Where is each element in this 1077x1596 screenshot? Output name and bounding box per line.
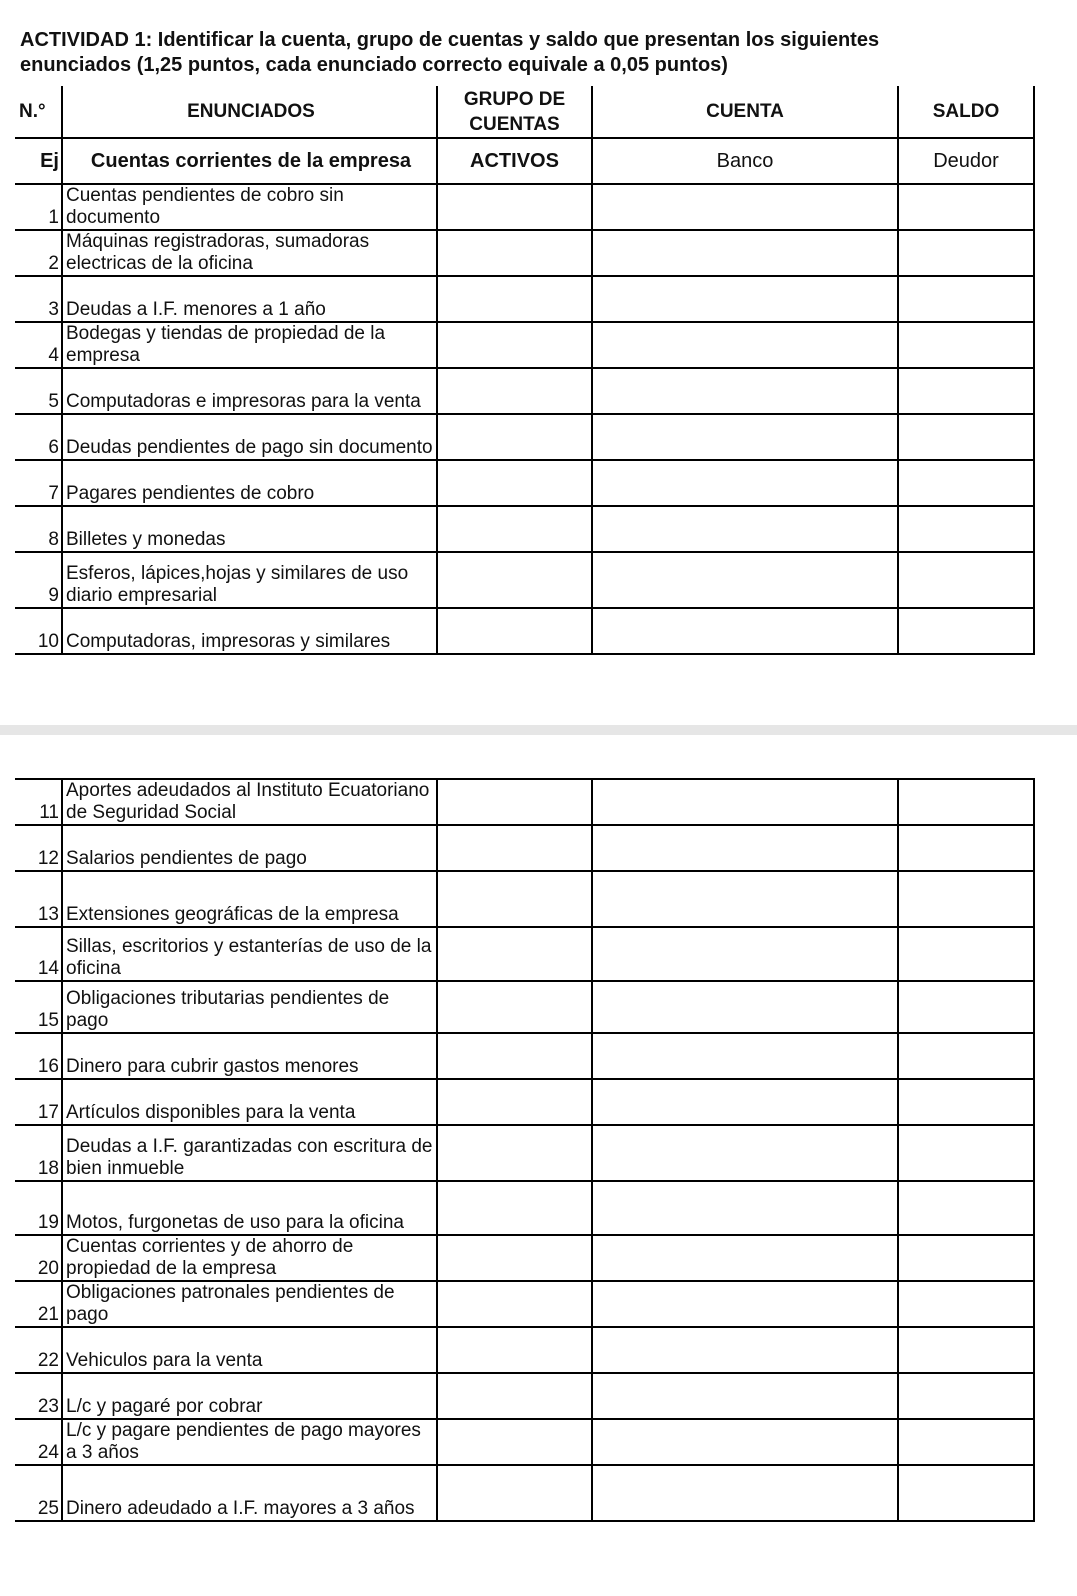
cuenta-answer-cell[interactable] <box>592 506 898 552</box>
table-row <box>15 1033 1034 1079</box>
cuenta-answer-cell[interactable] <box>592 1235 898 1281</box>
row-number: 14 <box>15 927 62 981</box>
cuenta-answer-cell[interactable] <box>592 184 898 230</box>
table-row <box>15 608 1034 654</box>
saldo-answer-cell[interactable] <box>898 1373 1034 1419</box>
table-row <box>15 414 1034 460</box>
saldo-answer-cell[interactable] <box>898 460 1034 506</box>
row-enunciado <box>62 1079 437 1125</box>
row-number: 2 <box>15 230 62 276</box>
cuenta-answer-cell[interactable] <box>592 322 898 368</box>
saldo-answer-cell[interactable] <box>898 1419 1034 1465</box>
row-number: 11 <box>15 779 62 825</box>
grupo-answer-cell[interactable] <box>437 1235 592 1281</box>
saldo-answer-cell[interactable] <box>898 184 1034 230</box>
row-number: 23 <box>15 1373 62 1419</box>
grupo-answer-cell[interactable] <box>437 1181 592 1235</box>
table-row <box>15 981 1034 1033</box>
grupo-answer-cell[interactable] <box>437 460 592 506</box>
table-row <box>15 322 1034 368</box>
table-row <box>15 230 1034 276</box>
table-row <box>15 1465 1034 1521</box>
row-enunciado <box>62 322 437 368</box>
cuenta-answer-cell[interactable] <box>592 927 898 981</box>
saldo-answer-cell[interactable] <box>898 1125 1034 1181</box>
row-enunciado-text: Motos, furgonetas de uso para la oficina <box>66 1212 404 1233</box>
grupo-answer-cell[interactable] <box>437 1281 592 1327</box>
cuenta-answer-cell[interactable] <box>592 1281 898 1327</box>
grupo-answer-cell[interactable] <box>437 1125 592 1181</box>
row-enunciado-text: L/c y pagaré por cobrar <box>66 1396 263 1417</box>
table-row <box>15 927 1034 981</box>
row-enunciado <box>62 1327 437 1373</box>
row-enunciado-text: Esferos, lápices,hojas y similares de uso diario empresarial <box>66 563 409 606</box>
header-enunciados: ENUNCIADOS <box>62 86 437 138</box>
row-enunciado-text: Máquinas registradoras, sumadoras electricas de la oficina <box>66 231 370 274</box>
cuenta-answer-cell[interactable] <box>592 1419 898 1465</box>
table-row <box>15 825 1034 871</box>
row-enunciado <box>62 552 437 608</box>
accounts-table-top <box>15 86 1035 655</box>
cuenta-answer-cell[interactable] <box>592 276 898 322</box>
grupo-answer-cell[interactable] <box>437 927 592 981</box>
example-num: Ej <box>15 138 62 184</box>
grupo-answer-cell[interactable] <box>437 1079 592 1125</box>
table-row <box>15 871 1034 927</box>
example-enunciado: Cuentas corrientes de la empresa <box>62 138 437 184</box>
row-number: 22 <box>15 1327 62 1373</box>
row-enunciado <box>62 981 437 1033</box>
saldo-answer-cell[interactable] <box>898 1281 1034 1327</box>
row-enunciado-text: Deudas a I.F. menores a 1 año <box>66 299 326 320</box>
row-enunciado-text: L/c y pagare pendientes de pago mayores a 3 años <box>66 1420 421 1463</box>
grupo-answer-cell[interactable] <box>437 1033 592 1079</box>
row-number: 24 <box>15 1419 62 1465</box>
saldo-answer-cell[interactable] <box>898 1327 1034 1373</box>
row-enunciado-text: Dinero para cubrir gastos menores <box>66 1056 359 1077</box>
row-enunciado <box>62 871 437 927</box>
header-grupo-line-2: CUENTAS <box>469 113 560 135</box>
row-number: 4 <box>15 322 62 368</box>
row-number: 18 <box>15 1125 62 1181</box>
saldo-answer-cell[interactable] <box>898 779 1034 825</box>
row-enunciado-text: Pagares pendientes de cobro <box>66 483 315 504</box>
row-enunciado-text: Obligaciones tributarias pendientes de pago <box>66 988 390 1031</box>
grupo-answer-cell[interactable] <box>437 368 592 414</box>
row-enunciado <box>62 230 437 276</box>
cuenta-answer-cell[interactable] <box>592 1033 898 1079</box>
cuenta-answer-cell[interactable] <box>592 1125 898 1181</box>
title-line-2: enunciados (1,25 puntos, cada enunciado correcto equivale a 0,05 puntos) <box>20 54 728 76</box>
activity-title <box>20 28 1060 78</box>
cuenta-answer-cell[interactable] <box>592 460 898 506</box>
row-enunciado-text: Artículos disponibles para la venta <box>66 1102 356 1123</box>
grupo-answer-cell[interactable] <box>437 414 592 460</box>
example-row <box>15 138 1034 184</box>
saldo-answer-cell[interactable] <box>898 1465 1034 1521</box>
grupo-answer-cell[interactable] <box>437 1419 592 1465</box>
row-enunciado <box>62 368 437 414</box>
header-row <box>15 86 1034 138</box>
row-enunciado-text: Sillas, escritorios y estanterías de uso de la oficina <box>66 936 432 979</box>
saldo-answer-cell[interactable] <box>898 927 1034 981</box>
row-enunciado <box>62 414 437 460</box>
row-enunciado-text: Deudas a I.F. garantizadas con escritura de bien inmueble <box>66 1136 433 1179</box>
table-row <box>15 506 1034 552</box>
grupo-answer-cell[interactable] <box>437 1373 592 1419</box>
row-enunciado <box>62 1125 437 1181</box>
cuenta-answer-cell[interactable] <box>592 608 898 654</box>
row-enunciado-text: Computadoras e impresoras para la venta <box>66 391 421 412</box>
row-enunciado <box>62 1465 437 1521</box>
table-row <box>15 184 1034 230</box>
table-row <box>15 1235 1034 1281</box>
table-row <box>15 1327 1034 1373</box>
grupo-answer-cell[interactable] <box>437 184 592 230</box>
row-number: 13 <box>15 871 62 927</box>
table-row <box>15 368 1034 414</box>
saldo-answer-cell[interactable] <box>898 1235 1034 1281</box>
row-enunciado-text: Computadoras, impresoras y similares <box>66 631 391 652</box>
cuenta-answer-cell[interactable] <box>592 779 898 825</box>
row-enunciado <box>62 779 437 825</box>
row-enunciado <box>62 608 437 654</box>
example-saldo: Deudor <box>898 138 1034 184</box>
row-enunciado-text: Extensiones geográficas de la empresa <box>66 904 399 925</box>
example-grupo: ACTIVOS <box>437 138 592 184</box>
saldo-answer-cell[interactable] <box>898 608 1034 654</box>
table-row <box>15 1419 1034 1465</box>
cuenta-answer-cell[interactable] <box>592 825 898 871</box>
grupo-answer-cell[interactable] <box>437 779 592 825</box>
cuenta-answer-cell[interactable] <box>592 552 898 608</box>
row-number: 9 <box>15 552 62 608</box>
row-number: 15 <box>15 981 62 1033</box>
row-enunciado-text: Bodegas y tiendas de propiedad de la empresa <box>66 323 386 366</box>
row-number: 25 <box>15 1465 62 1521</box>
row-enunciado <box>62 460 437 506</box>
table-row <box>15 1281 1034 1327</box>
header-num: N.° <box>15 86 62 138</box>
saldo-answer-cell[interactable] <box>898 1079 1034 1125</box>
row-enunciado <box>62 1373 437 1419</box>
saldo-answer-cell[interactable] <box>898 981 1034 1033</box>
row-number: 3 <box>15 276 62 322</box>
row-enunciado <box>62 506 437 552</box>
saldo-answer-cell[interactable] <box>898 1033 1034 1079</box>
table-row <box>15 1373 1034 1419</box>
row-enunciado <box>62 1235 437 1281</box>
row-enunciado-text: Deudas pendientes de pago sin documento <box>66 437 433 458</box>
cuenta-answer-cell[interactable] <box>592 230 898 276</box>
saldo-answer-cell[interactable] <box>898 276 1034 322</box>
header-saldo: SALDO <box>898 86 1034 138</box>
grupo-answer-cell[interactable] <box>437 1327 592 1373</box>
grupo-answer-cell[interactable] <box>437 552 592 608</box>
grupo-answer-cell[interactable] <box>437 608 592 654</box>
table-row <box>15 779 1034 825</box>
saldo-answer-cell[interactable] <box>898 871 1034 927</box>
table-row <box>15 1181 1034 1235</box>
page-separator <box>0 725 1077 735</box>
cuenta-answer-cell[interactable] <box>592 871 898 927</box>
saldo-answer-cell[interactable] <box>898 1181 1034 1235</box>
saldo-answer-cell[interactable] <box>898 506 1034 552</box>
grupo-answer-cell[interactable] <box>437 506 592 552</box>
row-number: 16 <box>15 1033 62 1079</box>
table-row <box>15 552 1034 608</box>
row-enunciado <box>62 1181 437 1235</box>
row-number: 1 <box>15 184 62 230</box>
accounts-table-bottom <box>15 778 1035 1522</box>
grupo-answer-cell[interactable] <box>437 276 592 322</box>
cuenta-answer-cell[interactable] <box>592 368 898 414</box>
title-line-1: ACTIVIDAD 1: Identificar la cuenta, grupo de cuentas y saldo que presentan los siguientes <box>20 29 880 51</box>
row-enunciado <box>62 1281 437 1327</box>
grupo-answer-cell[interactable] <box>437 871 592 927</box>
cuenta-answer-cell[interactable] <box>592 414 898 460</box>
saldo-answer-cell[interactable] <box>898 368 1034 414</box>
row-enunciado-text: Vehiculos para la venta <box>66 1350 263 1371</box>
row-number: 5 <box>15 368 62 414</box>
row-number: 7 <box>15 460 62 506</box>
cuenta-answer-cell[interactable] <box>592 1181 898 1235</box>
table-row <box>15 460 1034 506</box>
row-number: 19 <box>15 1181 62 1235</box>
row-enunciado <box>62 825 437 871</box>
row-enunciado-text: Cuentas pendientes de cobro sin documento <box>66 185 344 228</box>
row-enunciado <box>62 276 437 322</box>
row-enunciado <box>62 1033 437 1079</box>
grupo-answer-cell[interactable] <box>437 230 592 276</box>
grupo-answer-cell[interactable] <box>437 1465 592 1521</box>
cuenta-answer-cell[interactable] <box>592 1465 898 1521</box>
saldo-answer-cell[interactable] <box>898 322 1034 368</box>
row-enunciado-text: Cuentas corrientes y de ahorro de propiedad de la empresa <box>66 1236 354 1279</box>
row-number: 21 <box>15 1281 62 1327</box>
row-number: 20 <box>15 1235 62 1281</box>
cuenta-answer-cell[interactable] <box>592 1327 898 1373</box>
grupo-answer-cell[interactable] <box>437 322 592 368</box>
table-row <box>15 1079 1034 1125</box>
table-row <box>15 276 1034 322</box>
header-grupo <box>437 86 592 138</box>
row-number: 8 <box>15 506 62 552</box>
row-enunciado-text: Obligaciones patronales pendientes de pago <box>66 1282 395 1325</box>
table-row <box>15 1125 1034 1181</box>
row-number: 12 <box>15 825 62 871</box>
header-cuenta: CUENTA <box>592 86 898 138</box>
example-cuenta: Banco <box>592 138 898 184</box>
row-enunciado <box>62 1419 437 1465</box>
row-number: 17 <box>15 1079 62 1125</box>
row-number: 10 <box>15 608 62 654</box>
saldo-answer-cell[interactable] <box>898 414 1034 460</box>
row-enunciado-text: Aportes adeudados al Instituto Ecuatoriano de Seguridad Social <box>66 780 430 823</box>
cuenta-answer-cell[interactable] <box>592 981 898 1033</box>
saldo-answer-cell[interactable] <box>898 825 1034 871</box>
row-enunciado-text: Dinero adeudado a I.F. mayores a 3 años <box>66 1498 415 1519</box>
cuenta-answer-cell[interactable] <box>592 1373 898 1419</box>
cuenta-answer-cell[interactable] <box>592 1079 898 1125</box>
row-enunciado-text: Billetes y monedas <box>66 529 226 550</box>
header-grupo-line-1: GRUPO DE <box>463 88 566 110</box>
row-enunciado <box>62 184 437 230</box>
grupo-answer-cell[interactable] <box>437 825 592 871</box>
saldo-answer-cell[interactable] <box>898 230 1034 276</box>
saldo-answer-cell[interactable] <box>898 552 1034 608</box>
grupo-answer-cell[interactable] <box>437 981 592 1033</box>
row-enunciado <box>62 927 437 981</box>
row-enunciado-text: Salarios pendientes de pago <box>66 848 307 869</box>
row-number: 6 <box>15 414 62 460</box>
